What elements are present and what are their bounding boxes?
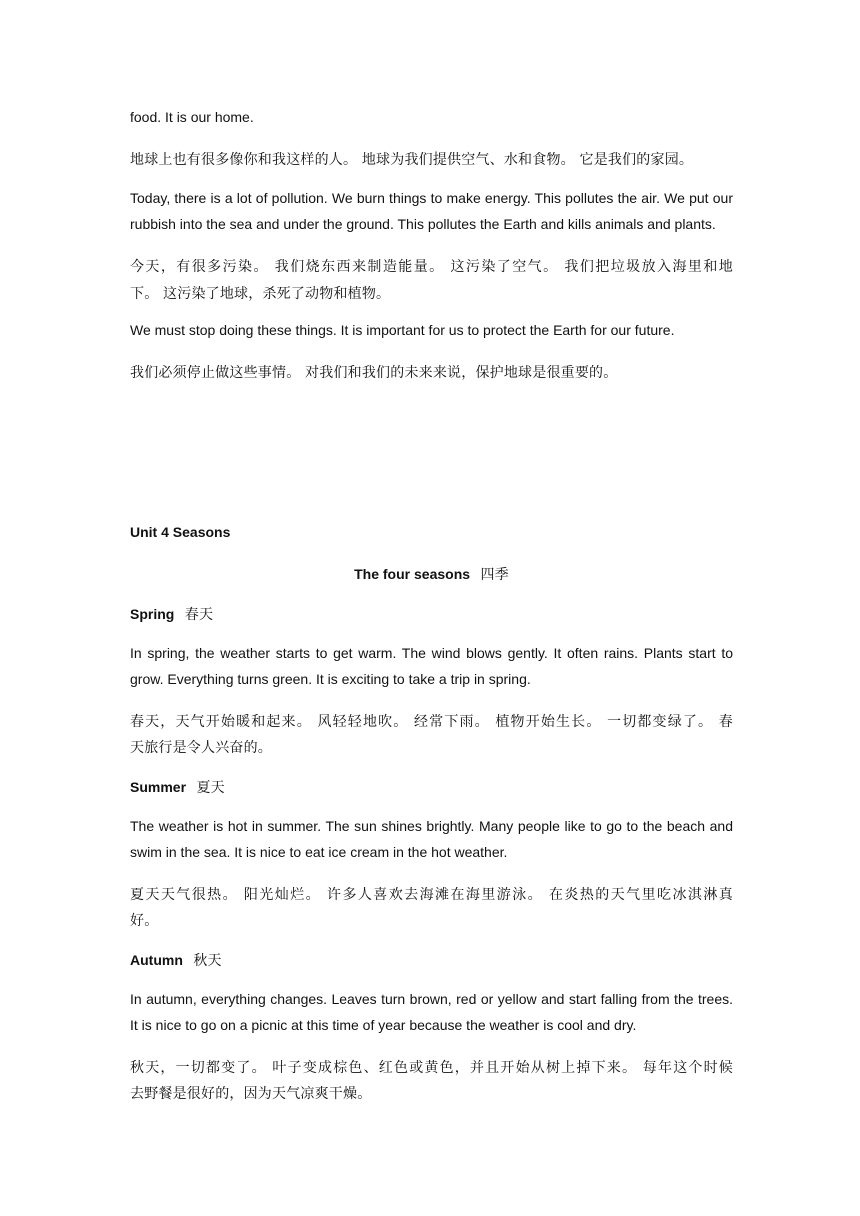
paragraph-english: grow. Everything turns green. It is exciting to take a trip in spring. [130, 671, 531, 687]
season-label-zh: 秋天 [193, 953, 222, 969]
unit-heading: Unit 4 Seasons [130, 524, 231, 540]
season-label-en: Summer [130, 779, 187, 795]
paragraph-chinese: 天旅行是令人兴奋的。 [130, 740, 272, 756]
season-label-en: Spring [130, 606, 175, 622]
paragraph-chinese: 地球上也有很多像你和我这样的人。 地球为我们提供空气、水和食物。 它是我们的家园。 [130, 152, 694, 168]
paragraph-chinese: 我们必须停止做这些事情。 对我们和我们的未来来说，保护地球是很重要的。 [130, 365, 618, 381]
section-title-zh: 四季 [480, 567, 509, 583]
paragraph-english: swim in the sea. It is nice to eat ice cream in the hot weather. [130, 844, 508, 860]
section-title-en: The four seasons [354, 566, 471, 582]
season-label-zh: 夏天 [196, 780, 225, 796]
season-label-zh: 春天 [184, 607, 214, 623]
season-label-en: Autumn [130, 952, 183, 968]
paragraph-english: Today, there is a lot of pollution. We burn things to make energy. This pollutes the air. We put our [130, 190, 733, 206]
paragraph-english: In autumn, everything changes. Leaves turn brown, red or yellow and start falling from the trees. [130, 991, 733, 1007]
paragraph-chinese: 好。 [130, 913, 159, 929]
paragraph-english: We must stop doing these things. It is important for us to protect the Earth for our future. [130, 322, 675, 338]
paragraph-english: food. It is our home. [130, 109, 254, 125]
season-heading-autumn [130, 950, 733, 970]
paragraph-english: The weather is hot in summer. The sun shines brightly. Many people like to go to the beach and [130, 818, 733, 834]
paragraph-chinese: 春天，天气开始暖和起来。 风轻轻地吹。 经常下雨。 植物开始生长。 一切都变绿了。 春 [130, 714, 733, 730]
paragraph-chinese: 下。 这污染了地球，杀死了动物和植物。 [130, 286, 391, 302]
season-heading-summer [130, 777, 733, 797]
paragraph-english: rubbish into the sea and under the ground. This pollutes the Earth and kills animals and plants. [130, 216, 716, 232]
paragraph-chinese: 去野餐是很好的，因为天气凉爽干燥。 [130, 1086, 372, 1102]
paragraph-chinese: 今天，有很多污染。 我们烧东西来制造能量。 这污染了空气。 我们把垃圾放入海里和地 [130, 259, 733, 275]
paragraph-english: In spring, the weather starts to get warm. The wind blows gently. It often rains. Plants start to [130, 645, 733, 661]
paragraph-english: It is nice to go on a picnic at this time of year because the weather is cool and dry. [130, 1017, 637, 1033]
paragraph-chinese: 夏天天气很热。 阳光灿烂。 许多人喜欢去海滩在海里游泳。 在炎热的天气里吃冰淇淋真 [130, 887, 733, 903]
section-title [130, 564, 733, 584]
season-heading-spring [130, 604, 733, 624]
paragraph-chinese: 秋天，一切都变了。 叶子变成棕色、红色或黄色，并且开始从树上掉下来。 每年这个时候 [130, 1060, 733, 1076]
